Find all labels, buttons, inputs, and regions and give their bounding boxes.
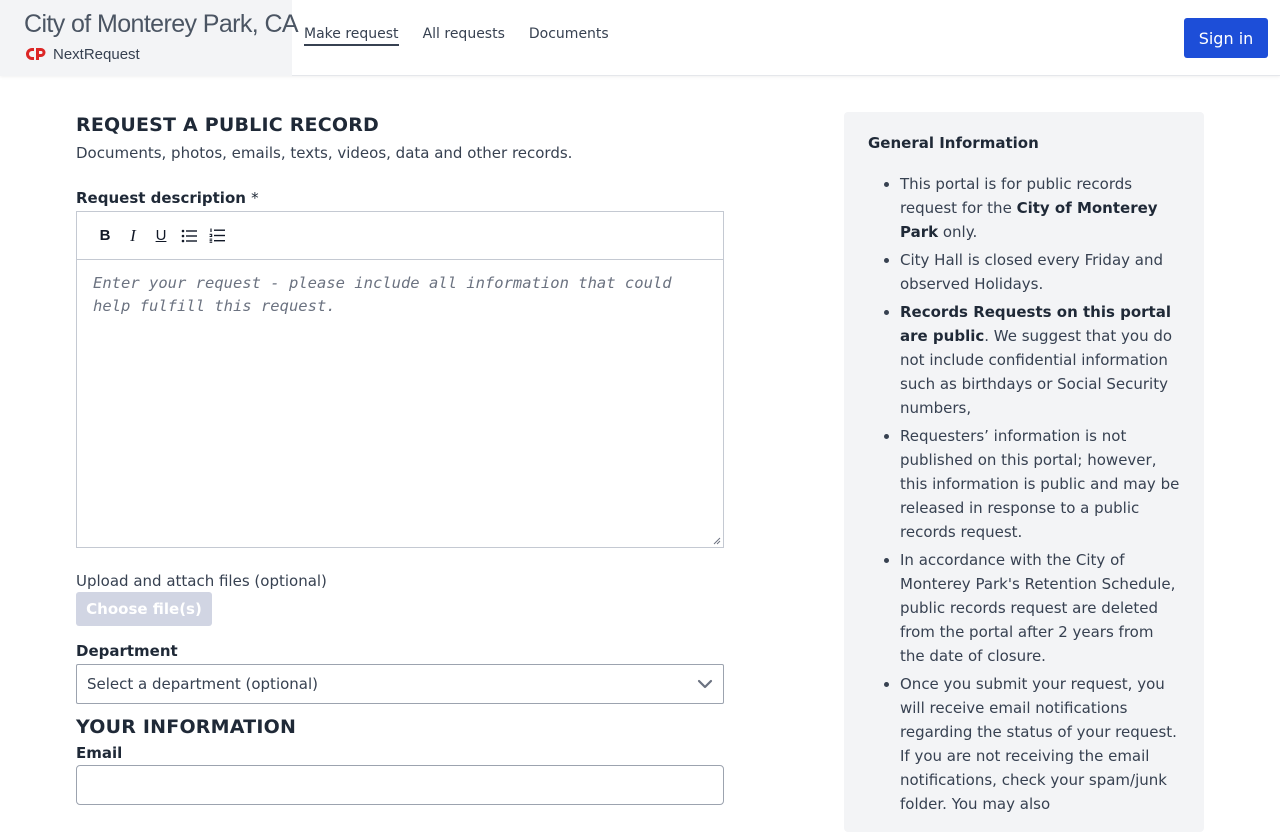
upload-label: Upload and attach files (optional)	[76, 572, 327, 590]
list-item-emphasis: City of Monterey Park	[900, 199, 1158, 241]
nextrequest-logo-icon	[25, 47, 47, 61]
nav-make-request[interactable]: Make request	[304, 26, 399, 46]
department-label: Department	[76, 642, 178, 660]
list-item-text: Requesters’ information is not published on this portal; however, this information is public and may be released in response to a public records request.	[900, 427, 1180, 541]
nextrequest-label: NextRequest	[53, 45, 140, 63]
list-item	[900, 300, 1180, 420]
top-header	[0, 0, 1280, 76]
list-item-text: . We suggest that you do not include confidential information such as birthdays or Social Security numbers,	[900, 327, 1173, 417]
general-information-panel	[844, 112, 1204, 832]
bullet-list-button[interactable]	[175, 222, 203, 250]
bullet-list-icon	[181, 229, 197, 243]
numbered-list-icon	[209, 228, 225, 243]
email-field[interactable]	[76, 765, 724, 805]
list-item	[900, 672, 1180, 816]
email-label: Email	[76, 744, 123, 762]
list-item-emphasis: Records Requests on this portal are public	[900, 303, 1171, 345]
choose-files-button[interactable]: Choose file(s)	[76, 592, 212, 626]
list-item-text: Once you submit your request, you will receive email notifications regarding the status of your request. If you are not receiving the email notifications, check your spam/junk folder. You may also	[900, 675, 1177, 813]
brand-block[interactable]	[0, 0, 298, 76]
italic-button[interactable]: I	[119, 222, 147, 250]
department-select[interactable]	[76, 664, 724, 704]
list-item	[900, 172, 1180, 244]
required-asterisk: *	[251, 189, 259, 207]
request-description-input[interactable]: Enter your request - please include all information that could help fulfill this request.	[93, 274, 672, 315]
request-description-editor	[76, 211, 724, 548]
sign-in-button[interactable]: Sign in	[1184, 18, 1268, 58]
request-description-label	[76, 189, 724, 207]
list-item	[900, 248, 1180, 296]
department-select-value: Select a department (optional)	[87, 675, 319, 693]
numbered-list-button[interactable]	[203, 222, 231, 250]
list-item	[900, 548, 1180, 668]
bold-button[interactable]: B	[91, 222, 119, 250]
nav-all-requests[interactable]: All requests	[422, 26, 505, 42]
editor-toolbar	[77, 212, 723, 260]
list-item	[900, 424, 1180, 544]
list-item-text: This portal is for public records request for the	[900, 175, 1133, 217]
your-information-heading: YOUR INFORMATION	[76, 716, 297, 738]
underline-button[interactable]: U	[147, 222, 175, 250]
main-nav	[304, 26, 633, 46]
city-name[interactable]: City of Monterey Park, CA	[24, 10, 298, 38]
general-information-title: General Information	[868, 134, 1039, 152]
nextrequest-brand	[25, 45, 140, 63]
resize-handle-icon[interactable]	[713, 537, 721, 545]
page-title: REQUEST A PUBLIC RECORD	[76, 114, 380, 136]
page-subtitle: Documents, photos, emails, texts, videos, data and other records.	[76, 144, 573, 162]
request-description-label-text: Request description	[76, 189, 246, 207]
nav-documents[interactable]: Documents	[528, 26, 609, 42]
request-form	[76, 114, 724, 805]
list-item-text: only.	[938, 223, 978, 241]
list-item-text: In accordance with the City of Monterey Park's Retention Schedule, public records request are deleted from the portal after 2 years from the date of closure.	[900, 551, 1176, 665]
chevron-down-icon	[697, 679, 713, 689]
general-information-list	[868, 172, 1180, 816]
list-item-text: City Hall is closed every Friday and observed Holidays.	[900, 251, 1164, 293]
